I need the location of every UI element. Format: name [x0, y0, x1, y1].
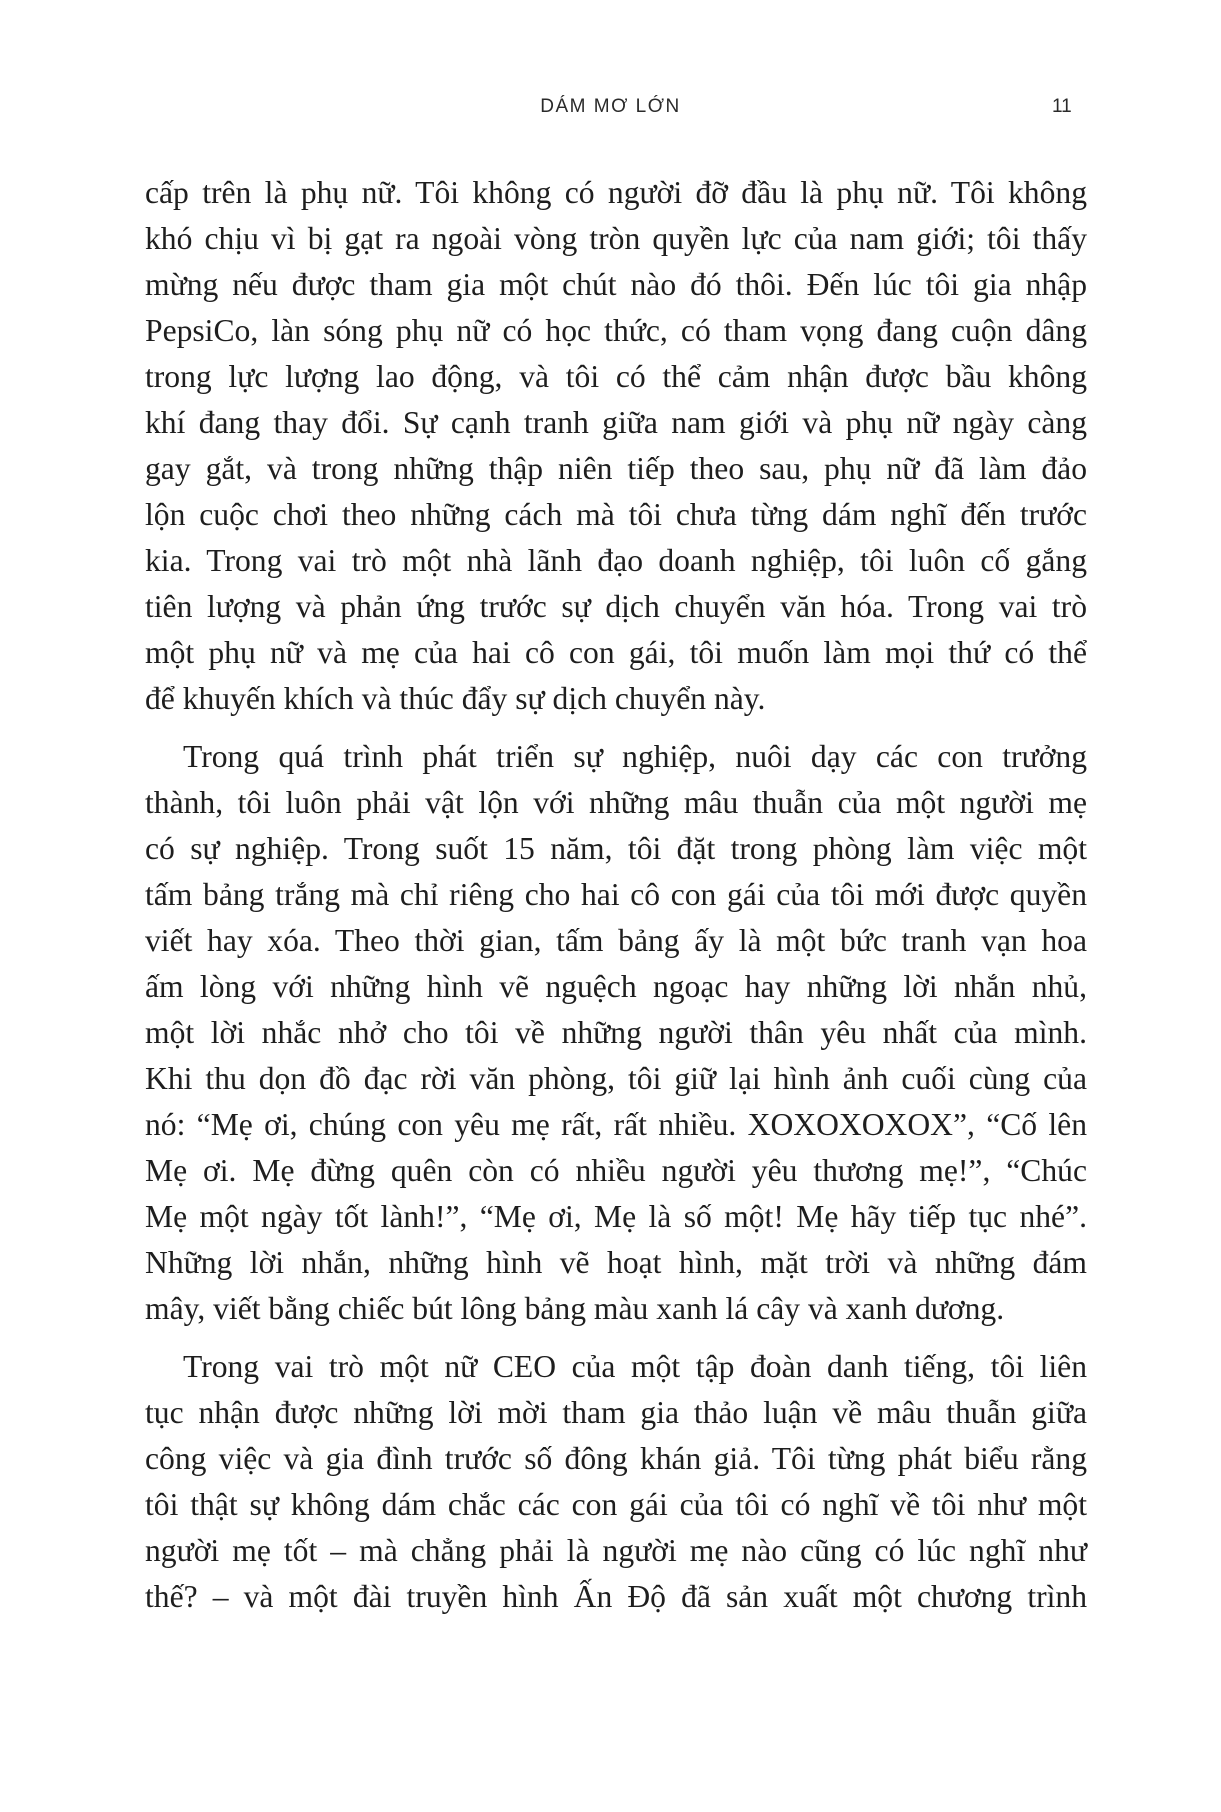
text-line: có sự nghiệp. Trong suốt 15 năm, tôi đặt trong phòng làm việc một: [145, 831, 1087, 866]
paragraph: [145, 1344, 1087, 1620]
text-line: công việc và gia đình trước số đông khán giả. Tôi từng phát biểu rằng: [145, 1441, 1087, 1476]
text-line: Trong vai trò một nữ CEO của một tập đoàn danh tiếng, tôi liên: [183, 1349, 1087, 1384]
text-line: kia. Trong vai trò một nhà lãnh đạo doanh nghiệp, tôi luôn cố gắng: [145, 543, 1087, 578]
text-line: Mẹ ơi. Mẹ đừng quên còn có nhiều người yêu thương mẹ!”, “Chúc: [145, 1153, 1087, 1188]
text-line: người mẹ tốt – mà chẳng phải là người mẹ nào cũng có lúc nghĩ như: [145, 1533, 1087, 1568]
text-line: khó chịu vì bị gạt ra ngoài vòng tròn quyền lực của nam giới; tôi thấy: [145, 221, 1087, 256]
paragraph: [145, 734, 1087, 1332]
text-line: lộn cuộc chơi theo những cách mà tôi chưa từng dám nghĩ đến trước: [145, 497, 1087, 532]
paragraph: [145, 170, 1087, 722]
text-line: thành, tôi luôn phải vật lộn với những mâu thuẫn của một người mẹ: [145, 785, 1087, 820]
text-line: Mẹ một ngày tốt lành!”, “Mẹ ơi, Mẹ là số một! Mẹ hãy tiếp tục nhé”.: [145, 1199, 1087, 1234]
text-line: PepsiCo, làn sóng phụ nữ có học thức, có tham vọng đang cuộn dâng: [145, 313, 1087, 348]
text-line: trong lực lượng lao động, và tôi có thể cảm nhận được bầu không: [145, 359, 1087, 394]
text-line: một lời nhắc nhở cho tôi về những người thân yêu nhất của mình.: [145, 1015, 1087, 1050]
page-number: 11: [1052, 96, 1072, 117]
text-line: khí đang thay đổi. Sự cạnh tranh giữa nam giới và phụ nữ ngày càng: [145, 405, 1087, 440]
text-line: ấm lòng với những hình vẽ nguệch ngoạc hay những lời nhắn nhủ,: [145, 969, 1087, 1004]
text-line: tấm bảng trắng mà chỉ riêng cho hai cô con gái của tôi mới được quyền: [145, 877, 1087, 912]
text-line: để khuyến khích và thúc đẩy sự dịch chuyển này.: [145, 681, 766, 716]
text-line: Những lời nhắn, những hình vẽ hoạt hình, mặt trời và những đám: [145, 1245, 1087, 1280]
text-line: nó: “Mẹ ơi, chúng con yêu mẹ rất, rất nhiều. XOXOXOXOX”, “Cố lên: [145, 1107, 1087, 1142]
running-head: [0, 96, 1221, 120]
text-line: Trong quá trình phát triển sự nghiệp, nuôi dạy các con trưởng: [183, 739, 1087, 774]
body-text: [145, 170, 1087, 1620]
text-line: tôi thật sự không dám chắc các con gái của tôi có nghĩ về tôi như một: [145, 1487, 1087, 1522]
text-line: tiên lượng và phản ứng trước sự dịch chuyển văn hóa. Trong vai trò: [145, 589, 1087, 624]
text-line: gay gắt, và trong những thập niên tiếp theo sau, phụ nữ đã làm đảo: [145, 451, 1087, 486]
text-line: mừng nếu được tham gia một chút nào đó thôi. Đến lúc tôi gia nhập: [145, 267, 1087, 302]
text-line: tục nhận được những lời mời tham gia thảo luận về mâu thuẫn giữa: [145, 1395, 1087, 1430]
text-line: một phụ nữ và mẹ của hai cô con gái, tôi muốn làm mọi thứ có thể: [145, 635, 1087, 670]
text-line: Khi thu dọn đồ đạc rời văn phòng, tôi giữ lại hình ảnh cuối cùng của: [145, 1061, 1087, 1096]
text-line: thế? – và một đài truyền hình Ấn Độ đã sản xuất một chương trình: [145, 1579, 1087, 1614]
book-title: DÁM MƠ LỚN: [540, 96, 681, 117]
text-line: cấp trên là phụ nữ. Tôi không có người đỡ đầu là phụ nữ. Tôi không: [145, 175, 1087, 210]
text-line: mây, viết bằng chiếc bút lông bảng màu xanh lá cây và xanh dương.: [145, 1291, 1005, 1326]
text-line: viết hay xóa. Theo thời gian, tấm bảng ấy là một bức tranh vạn hoa: [145, 923, 1087, 958]
